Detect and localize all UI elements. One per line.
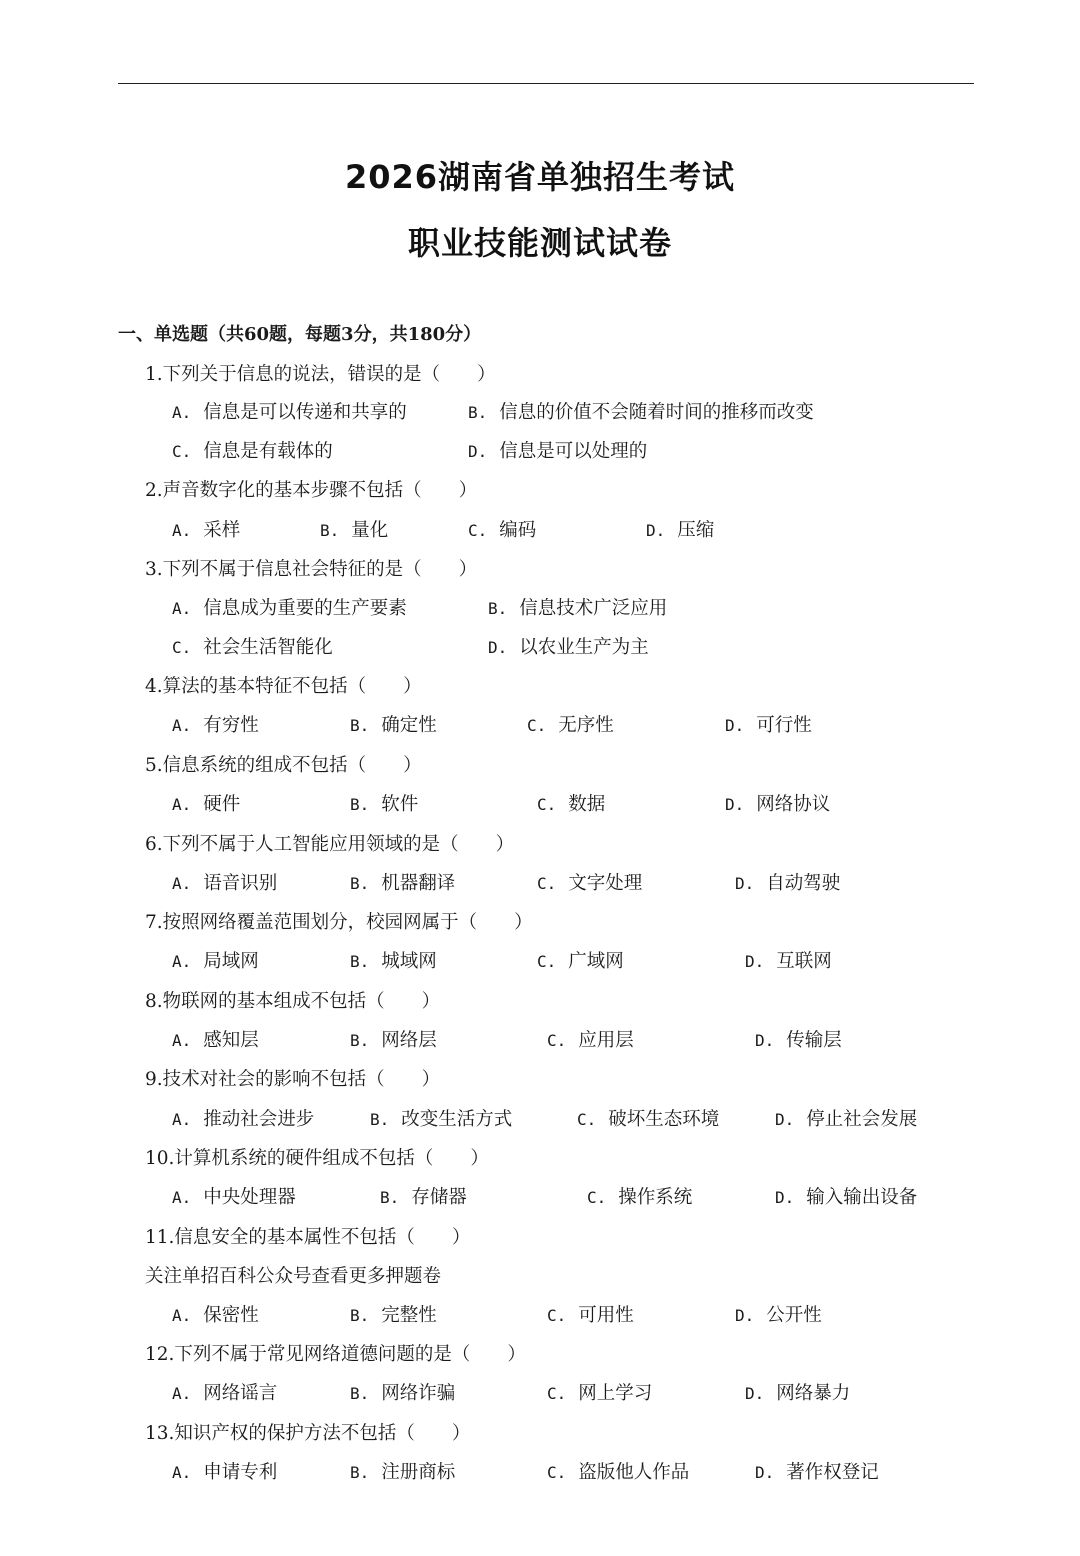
option-text: 感知层 <box>203 1030 259 1051</box>
answer-option <box>547 1026 634 1056</box>
answer-option <box>172 633 333 663</box>
option-key: D. <box>735 1306 755 1325</box>
option-key: A. <box>172 1110 192 1129</box>
answer-option <box>468 398 814 428</box>
option-key: B. <box>350 795 370 814</box>
option-text: 有穷性 <box>203 715 259 736</box>
promo-note: 关注单招百科公众号查看更多押题卷 <box>145 1266 442 1287</box>
answer-option <box>755 1458 879 1488</box>
answer-option <box>172 398 407 428</box>
option-key: A. <box>172 1188 192 1207</box>
option-text: 局域网 <box>203 951 259 972</box>
option-key: C. <box>587 1188 607 1207</box>
option-text: 网络谣言 <box>203 1383 278 1404</box>
answer-option <box>646 516 714 546</box>
option-key: B. <box>380 1188 400 1207</box>
option-key: A. <box>172 716 192 735</box>
question-stem: 5.信息系统的组成不包括（ ） <box>145 755 422 776</box>
answer-option <box>745 1379 850 1409</box>
option-text: 操作系统 <box>618 1187 693 1208</box>
option-text: 盗版他人作品 <box>578 1462 690 1483</box>
option-text: 输入输出设备 <box>806 1187 918 1208</box>
option-key: B. <box>320 521 340 540</box>
answer-option <box>577 1105 719 1135</box>
exam-title: 2026湖南省单独招生考试 <box>344 158 736 196</box>
option-text: 保密性 <box>203 1305 259 1326</box>
option-key: D. <box>468 442 488 461</box>
option-text: 完整性 <box>381 1305 437 1326</box>
option-text: 公开性 <box>766 1305 822 1326</box>
answer-option <box>320 516 388 546</box>
option-text: 软件 <box>381 794 419 815</box>
option-key: D. <box>725 716 745 735</box>
question-stem: 6.下列不属于人工智能应用领域的是（ ） <box>145 834 515 855</box>
answer-option <box>172 437 333 467</box>
option-key: C. <box>577 1110 597 1129</box>
answer-option <box>350 1379 455 1409</box>
answer-option <box>350 947 437 977</box>
answer-option <box>350 1026 437 1056</box>
option-text: 编码 <box>499 520 537 541</box>
option-key: A. <box>172 1306 192 1325</box>
question-stem: 8.物联网的基本组成不包括（ ） <box>145 991 441 1012</box>
answer-option <box>350 869 455 899</box>
option-key: D. <box>488 638 508 657</box>
answer-option <box>735 1301 822 1331</box>
option-key: B. <box>350 952 370 971</box>
option-text: 改变生活方式 <box>401 1109 513 1130</box>
option-key: C. <box>172 638 192 657</box>
option-text: 信息是可以传递和共享的 <box>203 402 407 423</box>
option-text: 信息的价值不会随着时间的推移而改变 <box>499 402 814 423</box>
option-text: 城域网 <box>381 951 437 972</box>
option-text: 信息是可以处理的 <box>499 441 648 462</box>
option-text: 社会生活智能化 <box>203 637 333 658</box>
option-key: B. <box>370 1110 390 1129</box>
option-text: 推动社会进步 <box>203 1109 315 1130</box>
option-text: 信息成为重要的生产要素 <box>203 598 407 619</box>
option-text: 采样 <box>203 520 241 541</box>
option-text: 中央处理器 <box>203 1187 296 1208</box>
option-key: D. <box>775 1188 795 1207</box>
option-key: B. <box>488 599 508 618</box>
option-key: B. <box>350 1384 370 1403</box>
option-text: 语音识别 <box>203 873 278 894</box>
answer-option <box>172 1379 277 1409</box>
option-text: 可行性 <box>756 715 812 736</box>
answer-option <box>468 437 647 467</box>
option-text: 网络诈骗 <box>381 1383 456 1404</box>
option-text: 确定性 <box>381 715 437 736</box>
answer-option <box>735 869 840 899</box>
option-text: 数据 <box>568 794 606 815</box>
option-key: B. <box>350 874 370 893</box>
option-key: B. <box>350 1463 370 1482</box>
option-key: B. <box>350 716 370 735</box>
option-key: D. <box>755 1463 775 1482</box>
option-key: D. <box>646 521 666 540</box>
option-text: 文字处理 <box>568 873 643 894</box>
option-key: C. <box>547 1031 567 1050</box>
option-key: B. <box>350 1031 370 1050</box>
answer-option <box>172 594 407 624</box>
answer-option <box>172 516 240 546</box>
option-key: C. <box>537 795 557 814</box>
option-text: 网络协议 <box>756 794 831 815</box>
section-heading: 一、单选题（共60题，每题3分，共180分） <box>118 324 482 345</box>
option-text: 著作权登记 <box>786 1462 879 1483</box>
option-key: A. <box>172 403 192 422</box>
answer-option <box>488 633 649 663</box>
answer-option <box>172 1301 259 1331</box>
question-stem: 2.声音数字化的基本步骤不包括（ ） <box>145 480 478 501</box>
option-text: 申请专利 <box>203 1462 278 1483</box>
answer-option <box>537 790 605 820</box>
answer-option <box>537 869 642 899</box>
option-text: 机器翻译 <box>381 873 456 894</box>
answer-option <box>172 711 259 741</box>
option-text: 以农业生产为主 <box>519 637 649 658</box>
answer-option <box>370 1105 512 1135</box>
answer-option <box>547 1458 689 1488</box>
option-key: C. <box>527 716 547 735</box>
question-stem: 12.下列不属于常见网络道德问题的是（ ） <box>145 1344 526 1365</box>
option-text: 可用性 <box>578 1305 634 1326</box>
option-text: 停止社会发展 <box>806 1109 918 1130</box>
answer-option <box>547 1301 634 1331</box>
answer-option <box>172 869 277 899</box>
question-stem: 13.知识产权的保护方法不包括（ ） <box>145 1423 471 1444</box>
option-key: C. <box>172 442 192 461</box>
option-key: B. <box>468 403 488 422</box>
option-key: A. <box>172 599 192 618</box>
option-text: 压缩 <box>677 520 715 541</box>
exam-subtitle: 职业技能测试试卷 <box>407 224 672 262</box>
option-text: 广域网 <box>568 951 624 972</box>
option-key: A. <box>172 1384 192 1403</box>
answer-option <box>172 1026 259 1056</box>
option-text: 自动驾驶 <box>766 873 841 894</box>
option-key: C. <box>547 1463 567 1482</box>
option-key: A. <box>172 874 192 893</box>
option-text: 传输层 <box>786 1030 842 1051</box>
option-text: 网络层 <box>381 1030 437 1051</box>
option-key: A. <box>172 795 192 814</box>
question-stem: 4.算法的基本特征不包括（ ） <box>145 676 422 697</box>
option-text: 信息技术广泛应用 <box>519 598 668 619</box>
option-text: 信息是有载体的 <box>203 441 333 462</box>
option-key: A. <box>172 1463 192 1482</box>
option-key: C. <box>547 1384 567 1403</box>
option-text: 应用层 <box>578 1030 634 1051</box>
question-stem: 11.信息安全的基本属性不包括（ ） <box>145 1227 471 1248</box>
option-text: 量化 <box>351 520 389 541</box>
answer-option <box>172 1183 296 1213</box>
answer-option <box>725 790 830 820</box>
answer-option <box>537 947 624 977</box>
answer-option <box>775 1183 917 1213</box>
question-stem: 3.下列不属于信息社会特征的是（ ） <box>145 559 478 580</box>
option-key: D. <box>745 952 765 971</box>
option-key: C. <box>547 1306 567 1325</box>
question-stem: 7.按照网络覆盖范围划分，校园网属于（ ） <box>145 912 533 933</box>
answer-option <box>172 1105 314 1135</box>
option-key: C. <box>537 952 557 971</box>
option-text: 注册商标 <box>381 1462 456 1483</box>
answer-option <box>527 711 614 741</box>
option-key: A. <box>172 521 192 540</box>
option-text: 存储器 <box>411 1187 467 1208</box>
option-key: A. <box>172 952 192 971</box>
answer-option <box>350 790 418 820</box>
option-key: D. <box>755 1031 775 1050</box>
answer-option <box>775 1105 917 1135</box>
option-key: D. <box>745 1384 765 1403</box>
option-text: 互联网 <box>776 951 832 972</box>
header-rule <box>118 83 974 84</box>
answer-option <box>755 1026 842 1056</box>
answer-option <box>725 711 812 741</box>
answer-option <box>350 1301 437 1331</box>
answer-option <box>468 516 536 546</box>
answer-option <box>172 790 240 820</box>
question-stem: 1.下列关于信息的说法，错误的是（ ） <box>145 364 496 385</box>
answer-option <box>745 947 832 977</box>
option-text: 无序性 <box>558 715 614 736</box>
option-text: 破坏生态环境 <box>608 1109 720 1130</box>
answer-option <box>547 1379 652 1409</box>
option-key: C. <box>468 521 488 540</box>
answer-option <box>172 1458 277 1488</box>
answer-option <box>172 947 259 977</box>
option-text: 硬件 <box>203 794 241 815</box>
option-key: D. <box>775 1110 795 1129</box>
option-key: B. <box>350 1306 370 1325</box>
option-key: A. <box>172 1031 192 1050</box>
answer-option <box>380 1183 467 1213</box>
question-stem: 10.计算机系统的硬件组成不包括（ ） <box>145 1148 489 1169</box>
answer-option <box>350 1458 455 1488</box>
option-key: C. <box>537 874 557 893</box>
option-text: 网络暴力 <box>776 1383 851 1404</box>
answer-option <box>350 711 437 741</box>
answer-option <box>587 1183 692 1213</box>
option-key: D. <box>735 874 755 893</box>
option-text: 网上学习 <box>578 1383 653 1404</box>
question-stem: 9.技术对社会的影响不包括（ ） <box>145 1069 441 1090</box>
answer-option <box>488 594 667 624</box>
option-key: D. <box>725 795 745 814</box>
